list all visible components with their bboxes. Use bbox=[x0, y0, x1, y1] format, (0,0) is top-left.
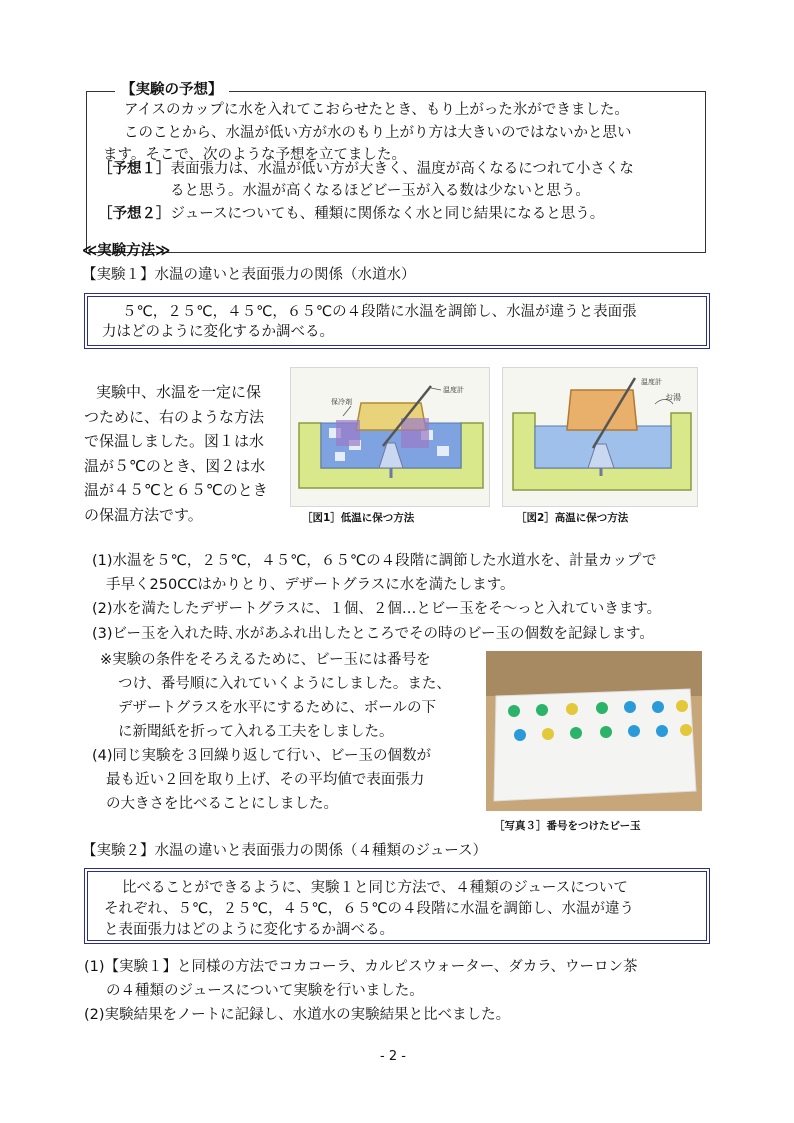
exp2-purpose-line-2: それぞれ、５℃，２５℃，４５℃，６５℃の４段階に水温を調節し、水温が違う bbox=[104, 901, 635, 917]
hypothesis-2 bbox=[98, 203, 604, 226]
exp1-step-3: (3)ビー玉を入れた時､水があふれ出したところでその時のビー玉の個数を記録します。 bbox=[92, 626, 654, 642]
fig2-label-hot-water: お湯 bbox=[665, 393, 681, 402]
step4-line-1: (4)同じ実験を３回繰り返して行い、ビー玉の個数が bbox=[92, 748, 431, 764]
hypothesis-line-2: このことから、水温が低い方が水のもり上がり方は大きいのではないかと思い bbox=[124, 125, 632, 141]
hypothesis-1 bbox=[98, 158, 634, 181]
figure-1-caption: ［図1］低温に保つ方法 bbox=[302, 512, 415, 524]
hypothesis-1-tag: ［予想１］ bbox=[98, 161, 171, 177]
side-line-5: 温が４５℃と６５℃のとき bbox=[84, 481, 268, 499]
note-line-2: つけ、番号順に入れていくようにしました。また、 bbox=[118, 676, 451, 692]
figure-1-drawing bbox=[291, 368, 490, 507]
exp1-step-1: (1)水温を５℃，２５℃，４５℃，６５℃の４段階に調節した水道水を、計量カップで bbox=[92, 553, 657, 569]
exp1-side-paragraph bbox=[84, 380, 268, 527]
side-line-2: つために、右のような方法 bbox=[84, 407, 265, 426]
figure-1-low-temp bbox=[290, 367, 490, 507]
hypothesis-line-3: ます。そこで、次のような予想を立てました。 bbox=[103, 147, 407, 163]
fig2-label-thermometer: 温度計 bbox=[641, 378, 662, 386]
side-line-1: 実験中、水温を一定に保 bbox=[96, 383, 262, 401]
page-number: - 2 - bbox=[380, 1049, 406, 1064]
exp1-step-4 bbox=[92, 744, 431, 816]
exp2-heading: 【実験２】水温の違いと表面張力の関係（４種類のジュース） bbox=[82, 843, 487, 859]
note-line-4: に新聞紙を折って入れる工夫をしました。 bbox=[118, 724, 394, 740]
note-line-1: ※実験の条件をそろえるために、ビー玉には番号を bbox=[100, 652, 431, 668]
exp1-heading: 【実験１】水温の違いと表面張力の関係（水道水） bbox=[82, 267, 416, 283]
note-line-3: デザートグラスを水平にするために、ボールの下 bbox=[118, 700, 436, 716]
figure-2-high-temp bbox=[502, 367, 698, 507]
exp2-purpose-line-1: 比べることができるように、実験１と同じ方法で、４種類のジュースについて bbox=[122, 880, 628, 896]
side-line-6: の保温方法です。 bbox=[84, 505, 203, 524]
figure-2-caption: ［図2］高温に保つ方法 bbox=[516, 512, 629, 524]
hypothesis-2-text: ジュースについても、種類に関係なく水と同じ結果になると思う。 bbox=[170, 206, 605, 222]
fig1-label-thermometer: 温度計 bbox=[443, 386, 464, 394]
figure-2-drawing bbox=[503, 368, 698, 507]
exp2-purpose-line-3: と表面張力はどのように変化するか調べる。 bbox=[104, 922, 394, 938]
exp1-purpose-line-1: ５℃，２５℃，４５℃，６５℃の４段階に水温を調節し、水温が違うと表面張 bbox=[122, 304, 637, 320]
exp2-step-1-cont: の４種類のジュースについて実験を行いました。 bbox=[106, 983, 424, 999]
hypothesis-line-1: アイスのカップに水を入れてこおらせたとき、もり上がった氷ができました。 bbox=[124, 102, 629, 118]
exp2-purpose-box bbox=[84, 868, 710, 944]
photo-3-caption: ［写真３］番号をつけたビー玉 bbox=[494, 820, 641, 832]
hypothesis-1-line-2: ると思う。水温が高くなるほどビー玉が入る数は少ないと思う。 bbox=[170, 183, 590, 199]
exp2-step-2: (2)実験結果をノートに記録し、水道水の実験結果と比べました。 bbox=[84, 1007, 511, 1023]
step4-line-3: の大きさを比べることにしました。 bbox=[106, 796, 338, 812]
exp2-step-1: (1)【実験１】と同様の方法でコカコーラ、カルピスウォーター、ダカラ、ウーロン茶 bbox=[84, 959, 638, 975]
method-heading: ≪実験方法≫ bbox=[82, 243, 171, 259]
exp1-step-2: (2)水を満たしたデザートグラスに、１個、２個…とビー玉をそ〜っと入れていきます。 bbox=[92, 601, 662, 617]
photo-3-drawing bbox=[486, 651, 702, 811]
exp1-step-1-cont: 手早く250CCはかりとり、デザートグラスに水を満たします。 bbox=[106, 577, 515, 593]
exp1-purpose-line-2: 力はどのように変化するか調べる。 bbox=[102, 324, 334, 340]
exp1-purpose-box bbox=[84, 293, 710, 349]
hypothesis-1-text: 表面張力は、水温が低い方が大きく、温度が高くなるにつれて小さくな bbox=[170, 161, 634, 177]
hypothesis-title: 【実験の予想】 bbox=[115, 80, 229, 100]
side-line-3: で保温しました。図１は水 bbox=[84, 432, 265, 450]
step4-line-2: 最も近い２回を取り上げ、その平均値で表面張力 bbox=[106, 772, 425, 788]
side-line-4: 温が５℃のとき、図２は水 bbox=[84, 456, 266, 475]
exp1-note bbox=[100, 648, 451, 744]
fig1-label-ice-pack: 保冷剤 bbox=[331, 398, 352, 406]
photo-3-marbles bbox=[486, 651, 702, 811]
hypothesis-2-tag: ［予想２］ bbox=[98, 206, 171, 222]
